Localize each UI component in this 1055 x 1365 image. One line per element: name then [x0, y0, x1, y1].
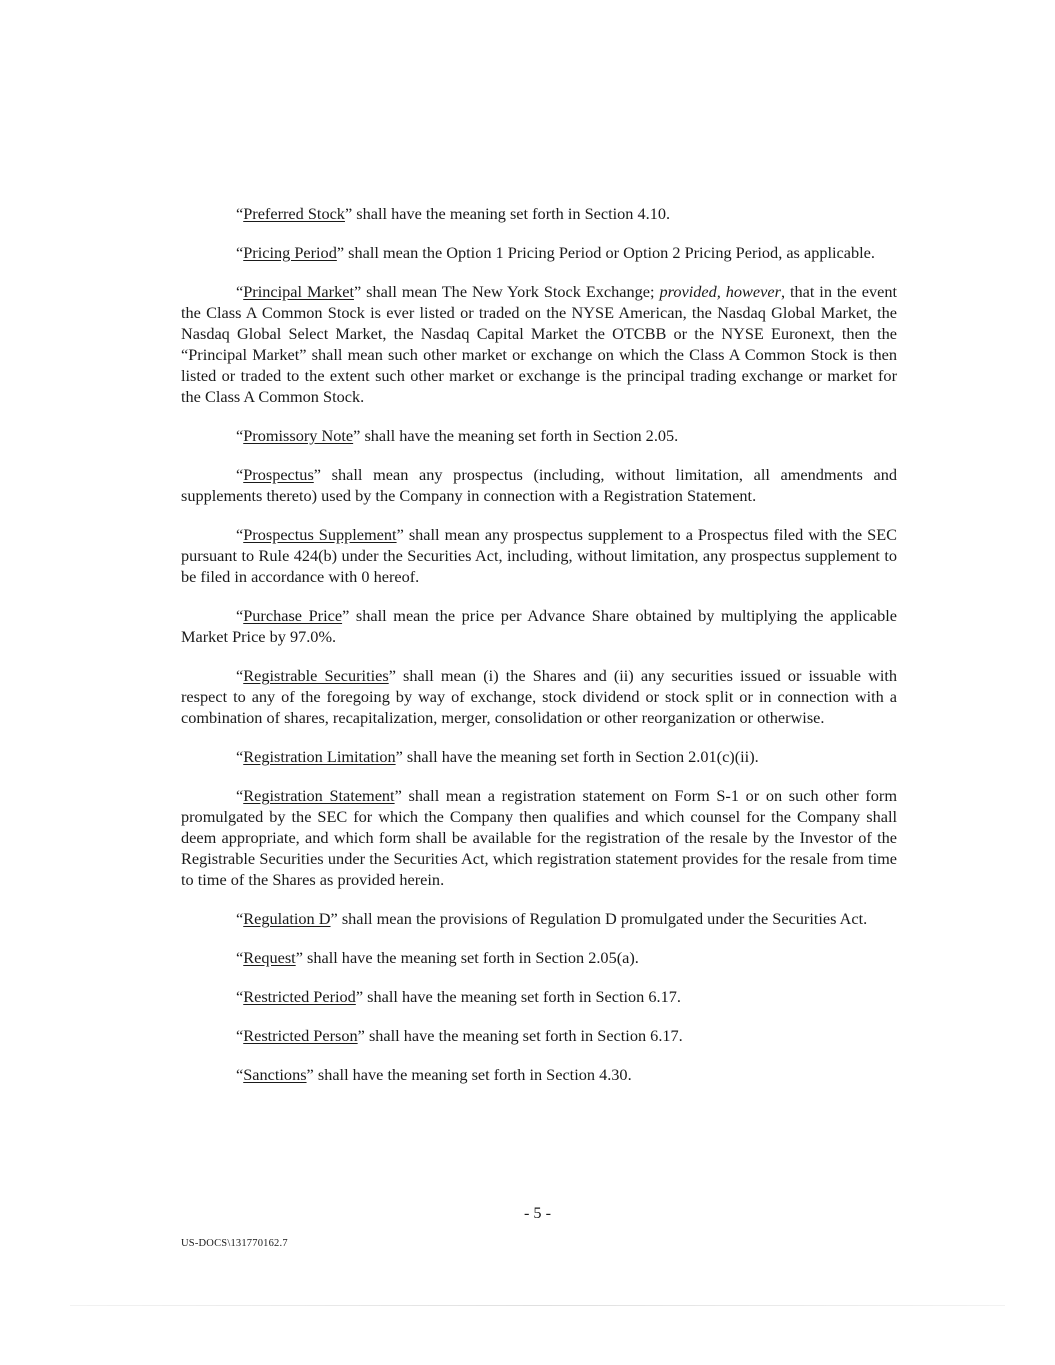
scan-edge-divider [70, 1305, 1005, 1306]
definition-paragraph: “Prospectus” shall mean any prospectus (including, without limitation, all amendments and supplements thereto) used by the Company in connection with a Registration Statement. [181, 465, 897, 505]
definition-paragraph: “Preferred Stock” shall have the meaning set forth in Section 4.10. [236, 204, 671, 223]
defined-term: Sanctions [243, 1065, 307, 1084]
definition-paragraph: “Request” shall have the meaning set forth in Section 2.05(a). [236, 948, 639, 967]
defined-term: Restricted Period [243, 987, 356, 1006]
page-number: - 5 - [523, 1203, 552, 1222]
definition-paragraph: “Regulation D” shall mean the provisions of Regulation D promulgated under the Securities Act. [236, 909, 868, 928]
defined-term: Request [243, 948, 296, 967]
defined-term: Regulation D [243, 909, 331, 928]
defined-term: Registrable Securities [243, 666, 389, 685]
definition-paragraph: “Sanctions” shall have the meaning set forth in Section 4.30. [236, 1065, 632, 1084]
defined-term: Restricted Person [243, 1026, 358, 1045]
definition-paragraph: “Purchase Price” shall mean the price per Advance Share obtained by multiplying the applicable Market Price by 97.0%. [181, 606, 898, 646]
defined-term: Preferred Stock [243, 204, 345, 223]
definition-paragraph: “Principal Market” shall mean The New York Stock Exchange; provided, however, that in the event the Class A Common Stock is ever listed or traded on the NYSE American, the Nasdaq Global Market, the Nasdaq Global Select Market, the Nasdaq Capital Market the OTCBB or the NYSE Euronext, then the “Principal Market” shall mean such other market or exchange on which the Class A Common Stock is then listed or traded to the extent such other market or exchange is the principal trading exchange or market for the Class A Common Stock. [181, 282, 897, 406]
defined-term: Prospectus [243, 465, 314, 484]
definition-paragraph: “Pricing Period” shall mean the Option 1 Pricing Period or Option 2 Pricing Period, as applicable. [236, 243, 875, 262]
definition-paragraph: “Promissory Note” shall have the meaning set forth in Section 2.05. [236, 426, 679, 445]
defined-term: Registration Limitation [243, 747, 396, 766]
definition-paragraph: “Restricted Period” shall have the meaning set forth in Section 6.17. [236, 987, 681, 1006]
defined-term: Principal Market [243, 282, 354, 301]
defined-term: Purchase Price [243, 606, 343, 625]
defined-term: Pricing Period [243, 243, 337, 262]
defined-term: Prospectus Supplement [243, 525, 397, 544]
definition-paragraph: “Registration Limitation” shall have the meaning set forth in Section 2.01(c)(ii). [236, 747, 759, 766]
document-body [181, 203, 897, 1103]
definition-paragraph: “Restricted Person” shall have the meaning set forth in Section 6.17. [236, 1026, 683, 1045]
definition-paragraph: “Registrable Securities” shall mean (i) the Shares and (ii) any securities issued or issuable with respect to any of the foregoing by way of exchange, stock dividend or stock split or in connection with a combination of shares, recapitalization, merger, consolidation or other reorganization or otherwise. [181, 666, 898, 727]
definition-paragraph: “Registration Statement” shall mean a registration statement on Form S-1 or on such other form promulgated by the SEC for which the Company then qualifies and which counsel for the Company shall deem appropriate, and which form shall be available for the registration of the resale by the Investor of the Registrable Securities under the Securities Act, which registration statement provides for the resale from time to time of the Shares as provided herein. [181, 786, 898, 889]
defined-term: Registration Statement [243, 786, 395, 805]
document-id: US-DOCS\131770162.7 [181, 1238, 288, 1249]
definition-paragraph: “Prospectus Supplement” shall mean any prospectus supplement to a Prospectus filed with the SEC pursuant to Rule 424(b) under the Securities Act, including, without limitation, any prospectus supplement to be filed in accordance with 0 hereof. [181, 525, 897, 586]
defined-term: Promissory Note [243, 426, 354, 445]
